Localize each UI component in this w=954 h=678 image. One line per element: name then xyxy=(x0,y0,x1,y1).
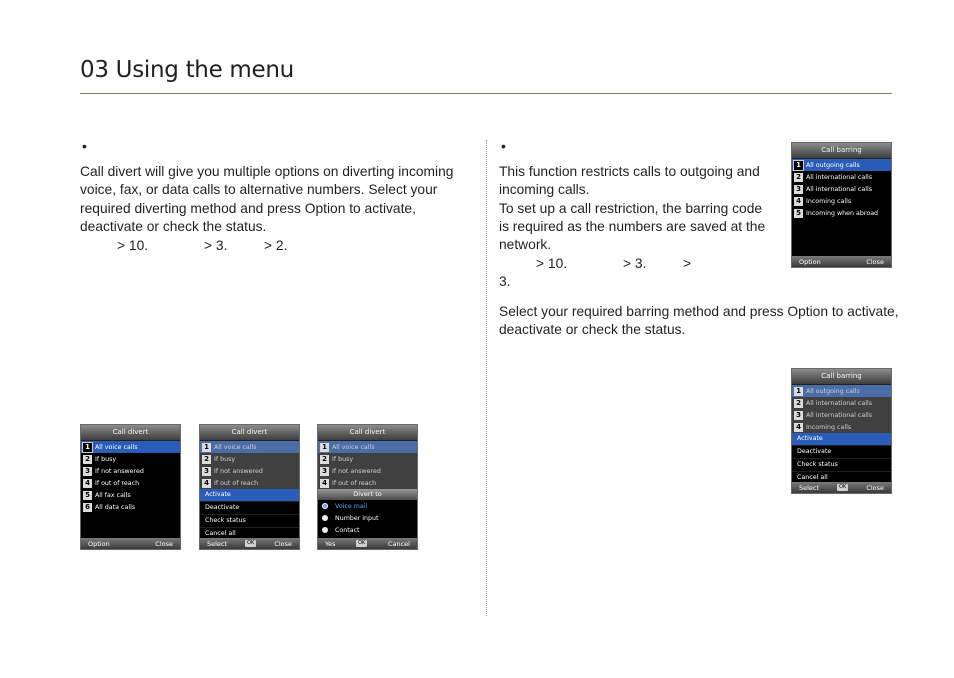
option-cancel-all[interactable]: Cancel all xyxy=(200,528,299,541)
divert-to-popup xyxy=(318,489,417,536)
menu-number: 5 xyxy=(83,491,92,500)
menu-item-all-outgoing-calls[interactable] xyxy=(792,159,891,171)
menu-label: All international calls xyxy=(806,173,872,181)
radio-icon xyxy=(322,515,328,521)
menu-item-all-international-calls[interactable] xyxy=(792,397,891,409)
menu-number: 1 xyxy=(83,443,92,452)
menu-item-if-out-of-reach[interactable] xyxy=(81,477,180,489)
radio-selected-icon xyxy=(322,503,328,509)
menu-item-all-international-calls[interactable] xyxy=(792,171,891,183)
soft-key-bar xyxy=(792,482,891,493)
page-title: 03 Using the menu xyxy=(80,57,294,83)
menu-label: All outgoing calls xyxy=(806,387,860,395)
right-path-part-1: > 10. xyxy=(536,256,568,271)
menu-number: 1 xyxy=(794,161,803,170)
screen-call-divert-list xyxy=(80,424,181,550)
menu-number: 2 xyxy=(320,455,329,464)
screen-title: Call barring xyxy=(792,369,891,385)
menu-label: If out of reach xyxy=(95,479,140,487)
options-popup xyxy=(200,489,299,541)
option-deactivate[interactable]: Deactivate xyxy=(792,446,891,459)
menu-label: All international calls xyxy=(806,399,872,407)
menu-item-all-data-calls[interactable] xyxy=(81,501,180,513)
menu-label: All international calls xyxy=(806,411,872,419)
menu-number: 1 xyxy=(202,443,211,452)
menu-number: 1 xyxy=(320,443,329,452)
menu-label: Incoming when abroad xyxy=(806,209,879,217)
screen-call-barring-list xyxy=(791,142,892,268)
screen-title: Call barring xyxy=(792,143,891,159)
menu-item-all-voice-calls[interactable] xyxy=(318,441,417,453)
soft-key-cancel[interactable]: Cancel xyxy=(387,539,410,548)
soft-key-bar xyxy=(318,538,417,549)
menu-label: All data calls xyxy=(95,503,136,511)
option-check-status[interactable]: Check status xyxy=(792,459,891,472)
radio-label: Voice mail xyxy=(335,502,368,510)
ok-key-icon[interactable]: OK xyxy=(358,540,366,546)
menu-label: All voice calls xyxy=(332,443,375,451)
menu-item-all-outgoing-calls[interactable] xyxy=(792,385,891,397)
menu-label: Incoming calls xyxy=(806,423,852,431)
radio-contact[interactable] xyxy=(318,524,417,536)
ok-key-icon[interactable]: OK xyxy=(247,540,255,546)
screen-title: Call divert xyxy=(81,425,180,441)
soft-key-option[interactable]: Option xyxy=(88,539,110,548)
right-path-part-2: > 3. xyxy=(623,256,647,271)
radio-label: Number input xyxy=(335,514,379,522)
menu-item-if-busy[interactable] xyxy=(81,453,180,465)
screen-title: Call divert xyxy=(200,425,299,441)
screen-call-barring-options xyxy=(791,368,892,494)
option-activate[interactable]: Activate xyxy=(792,433,891,446)
menu-number: 1 xyxy=(794,387,803,396)
option-cancel-all[interactable]: Cancel all xyxy=(792,472,891,485)
menu-item-if-busy[interactable] xyxy=(200,453,299,465)
soft-key-bar xyxy=(792,256,891,267)
menu-number: 3 xyxy=(320,467,329,476)
menu-label: Incoming calls xyxy=(806,197,852,205)
screen-call-divert-options xyxy=(199,424,300,550)
menu-label: All fax calls xyxy=(95,491,131,499)
menu-label: If not answered xyxy=(214,467,263,475)
menu-number: 4 xyxy=(794,197,803,206)
right-bullet: • xyxy=(501,138,506,154)
option-check-status[interactable]: Check status xyxy=(200,515,299,528)
menu-label: If not answered xyxy=(332,467,381,475)
menu-item-all-fax-calls[interactable] xyxy=(81,489,180,501)
menu-item-if-busy[interactable] xyxy=(318,453,417,465)
menu-item-all-international-calls-2[interactable] xyxy=(792,409,891,421)
menu-item-all-voice-calls[interactable] xyxy=(200,441,299,453)
menu-item-if-not-answered[interactable] xyxy=(200,465,299,477)
menu-label: If out of reach xyxy=(332,479,377,487)
menu-number: 6 xyxy=(83,503,92,512)
soft-key-close[interactable]: Close xyxy=(155,539,173,548)
menu-label: If busy xyxy=(332,455,354,463)
menu-number: 4 xyxy=(83,479,92,488)
menu-number: 3 xyxy=(794,185,803,194)
left-path-part-2: > 3. xyxy=(204,238,228,253)
left-bullet: • xyxy=(82,138,87,154)
soft-key-select[interactable]: Select xyxy=(799,483,820,492)
menu-label: All voice calls xyxy=(95,443,138,451)
radio-number-input[interactable] xyxy=(318,512,417,524)
menu-number: 3 xyxy=(794,411,803,420)
title-rule xyxy=(80,93,892,94)
menu-label: All outgoing calls xyxy=(806,161,860,169)
menu-item-incoming-when-abroad[interactable] xyxy=(792,207,891,219)
menu-number: 2 xyxy=(794,173,803,182)
soft-key-close[interactable]: Close xyxy=(866,257,884,266)
popup-title: Divert to xyxy=(318,489,417,500)
soft-key-select[interactable]: Select xyxy=(207,539,228,548)
menu-number: 2 xyxy=(83,455,92,464)
soft-key-yes[interactable]: Yes xyxy=(325,539,336,548)
menu-item-if-not-answered[interactable] xyxy=(318,465,417,477)
menu-number: 4 xyxy=(794,423,803,432)
left-path-part-1: > 10. xyxy=(117,238,149,253)
soft-key-close[interactable]: Close xyxy=(274,539,292,548)
menu-label: If busy xyxy=(214,455,236,463)
menu-item-if-out-of-reach[interactable] xyxy=(200,477,299,489)
column-divider xyxy=(486,140,487,616)
call-barring-description: This function restricts calls to outgoing and incoming calls. To set up a call restriction, the barring code is required as the numbers are saved at the network. xyxy=(499,164,766,253)
screen-title: Call divert xyxy=(318,425,417,441)
menu-item-all-international-calls-2[interactable] xyxy=(792,183,891,195)
call-divert-description: Call divert will give you multiple options on diverting incoming voice, fax, or data calls to alternative numbers. Select your required diverting method and press Option to activate, deactivate or check the status. xyxy=(80,164,454,234)
menu-item-all-voice-calls[interactable] xyxy=(81,441,180,453)
menu-number: 2 xyxy=(202,455,211,464)
call-barring-instructions: Select your required barring method and press Option to activate, deactivate or check the status. xyxy=(499,304,899,338)
menu-label: If out of reach xyxy=(214,479,259,487)
menu-number: 3 xyxy=(202,467,211,476)
option-activate[interactable]: Activate xyxy=(200,489,299,502)
menu-label: All international calls xyxy=(806,185,872,193)
menu-label: All voice calls xyxy=(214,443,257,451)
menu-number: 2 xyxy=(794,399,803,408)
right-path-part-4: 3. xyxy=(499,274,511,289)
menu-item-incoming-calls[interactable] xyxy=(792,421,891,433)
soft-key-option[interactable]: Option xyxy=(799,257,821,266)
ok-key-icon[interactable]: OK xyxy=(839,484,847,490)
screen-divert-to xyxy=(317,424,418,550)
soft-key-close[interactable]: Close xyxy=(866,483,884,492)
menu-item-if-not-answered[interactable] xyxy=(81,465,180,477)
menu-number: 4 xyxy=(320,479,329,488)
option-deactivate[interactable]: Deactivate xyxy=(200,502,299,515)
menu-number: 4 xyxy=(202,479,211,488)
right-path-part-3: > xyxy=(683,256,692,271)
radio-icon xyxy=(322,527,328,533)
menu-label: If busy xyxy=(95,455,117,463)
menu-label: If not answered xyxy=(95,467,144,475)
left-path-part-3: > 2. xyxy=(264,238,288,253)
menu-number: 3 xyxy=(83,467,92,476)
soft-key-bar xyxy=(81,538,180,549)
soft-key-bar xyxy=(200,538,299,549)
options-popup xyxy=(792,433,891,485)
menu-item-if-out-of-reach[interactable] xyxy=(318,477,417,489)
radio-voice-mail[interactable] xyxy=(318,500,417,512)
radio-label: Contact xyxy=(335,526,360,534)
menu-number: 5 xyxy=(794,209,803,218)
menu-item-incoming-calls[interactable] xyxy=(792,195,891,207)
